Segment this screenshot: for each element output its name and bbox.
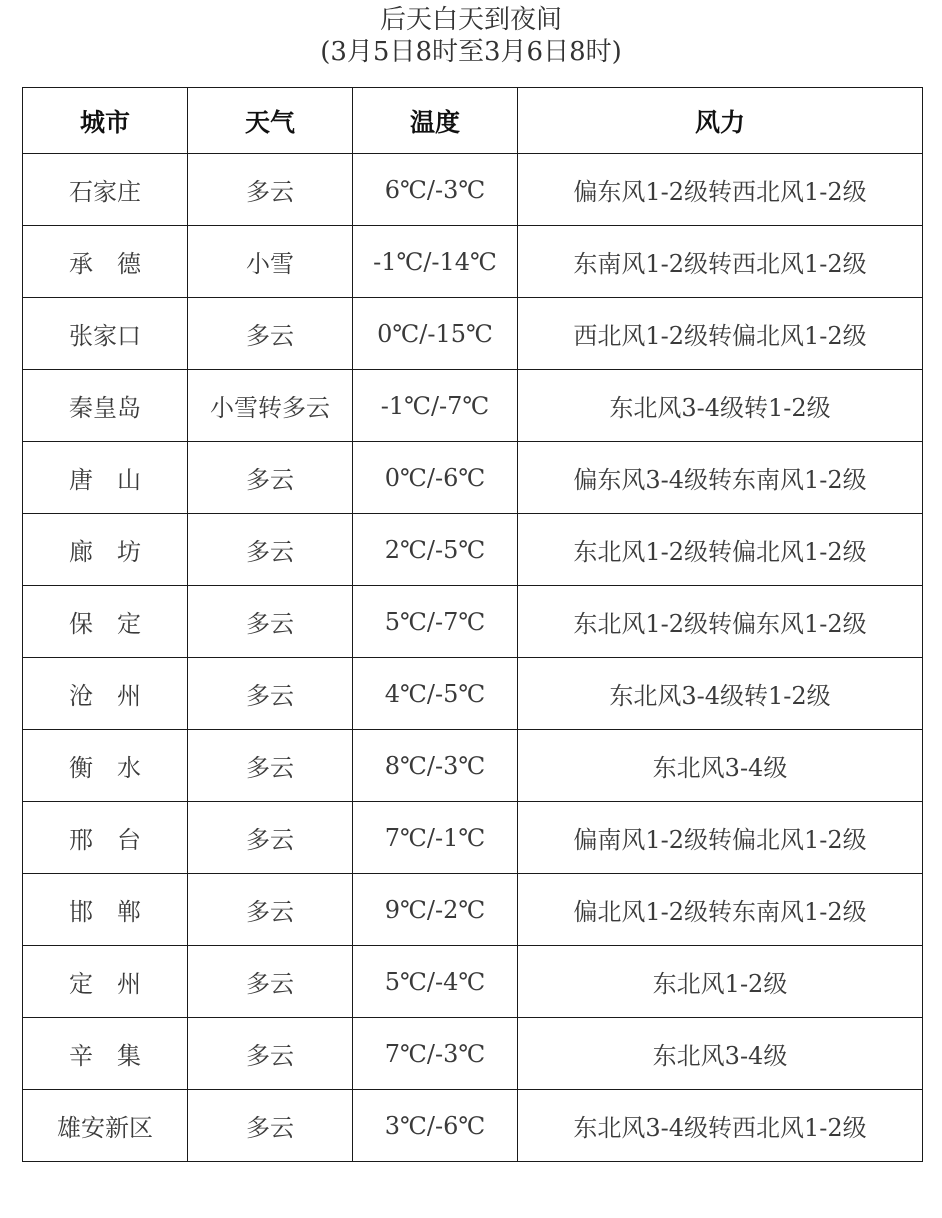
temperature-cell: 9℃/-2℃	[353, 874, 518, 946]
city-cell: 辛 集	[23, 1018, 188, 1090]
weather-cell: 多云	[188, 1090, 353, 1162]
temperature-cell: 7℃/-3℃	[353, 1018, 518, 1090]
weather-cell: 多云	[188, 154, 353, 226]
city-cell: 秦皇岛	[23, 370, 188, 442]
weather-cell: 小雪	[188, 226, 353, 298]
temperature-cell: 7℃/-1℃	[353, 802, 518, 874]
weather-cell: 多云	[188, 658, 353, 730]
table-row	[23, 514, 923, 586]
weather-cell: 多云	[188, 298, 353, 370]
table-row	[23, 226, 923, 298]
table-row	[23, 154, 923, 226]
city-cell: 承 德	[23, 226, 188, 298]
table-row	[23, 586, 923, 658]
wind-cell: 偏东风3-4级转东南风1-2级	[518, 442, 923, 514]
wind-cell: 东北风3-4级转1-2级	[518, 370, 923, 442]
wind-cell: 东北风3-4级转1-2级	[518, 658, 923, 730]
header-wind: 风力	[518, 88, 923, 154]
temperature-cell: -1℃/-7℃	[353, 370, 518, 442]
temperature-cell: 5℃/-7℃	[353, 586, 518, 658]
page-title	[0, 4, 942, 68]
header-city: 城市	[23, 88, 188, 154]
table-row	[23, 1090, 923, 1162]
table-row	[23, 946, 923, 1018]
table-header-row	[23, 88, 923, 154]
title-line-2: (3月5日8时至3月6日8时)	[320, 37, 622, 67]
temperature-cell: 0℃/-6℃	[353, 442, 518, 514]
title-line-1: 后天白天到夜间	[379, 5, 562, 35]
temperature-cell: 6℃/-3℃	[353, 154, 518, 226]
wind-cell: 东北风1-2级转偏北风1-2级	[518, 514, 923, 586]
weather-cell: 多云	[188, 442, 353, 514]
weather-cell: 多云	[188, 874, 353, 946]
wind-cell: 东北风1-2级转偏东风1-2级	[518, 586, 923, 658]
weather-cell: 小雪转多云	[188, 370, 353, 442]
temperature-cell: 4℃/-5℃	[353, 658, 518, 730]
city-cell: 邯 郸	[23, 874, 188, 946]
table-row	[23, 658, 923, 730]
temperature-cell: 8℃/-3℃	[353, 730, 518, 802]
header-temperature: 温度	[353, 88, 518, 154]
wind-cell: 东南风1-2级转西北风1-2级	[518, 226, 923, 298]
wind-cell: 东北风3-4级	[518, 730, 923, 802]
table-row	[23, 442, 923, 514]
wind-cell: 偏东风1-2级转西北风1-2级	[518, 154, 923, 226]
city-cell: 保 定	[23, 586, 188, 658]
table-row	[23, 370, 923, 442]
city-cell: 张家口	[23, 298, 188, 370]
table-row	[23, 730, 923, 802]
temperature-cell: 2℃/-5℃	[353, 514, 518, 586]
wind-cell: 偏北风1-2级转东南风1-2级	[518, 874, 923, 946]
city-cell: 廊 坊	[23, 514, 188, 586]
city-cell: 定 州	[23, 946, 188, 1018]
wind-cell: 东北风1-2级	[518, 946, 923, 1018]
temperature-cell: 5℃/-4℃	[353, 946, 518, 1018]
wind-cell: 东北风3-4级	[518, 1018, 923, 1090]
temperature-cell: 3℃/-6℃	[353, 1090, 518, 1162]
temperature-cell: 0℃/-15℃	[353, 298, 518, 370]
weather-cell: 多云	[188, 586, 353, 658]
table-row	[23, 298, 923, 370]
table-row	[23, 1018, 923, 1090]
city-cell: 雄安新区	[23, 1090, 188, 1162]
wind-cell: 偏南风1-2级转偏北风1-2级	[518, 802, 923, 874]
city-cell: 邢 台	[23, 802, 188, 874]
city-cell: 沧 州	[23, 658, 188, 730]
table-body	[23, 154, 923, 1162]
city-cell: 唐 山	[23, 442, 188, 514]
header-weather: 天气	[188, 88, 353, 154]
temperature-cell: -1℃/-14℃	[353, 226, 518, 298]
wind-cell: 东北风3-4级转西北风1-2级	[518, 1090, 923, 1162]
weather-cell: 多云	[188, 1018, 353, 1090]
wind-cell: 西北风1-2级转偏北风1-2级	[518, 298, 923, 370]
table-row	[23, 802, 923, 874]
city-cell: 石家庄	[23, 154, 188, 226]
weather-cell: 多云	[188, 514, 353, 586]
weather-cell: 多云	[188, 730, 353, 802]
weather-cell: 多云	[188, 802, 353, 874]
table-row	[23, 874, 923, 946]
weather-cell: 多云	[188, 946, 353, 1018]
city-cell: 衡 水	[23, 730, 188, 802]
weather-forecast-table	[22, 87, 923, 1162]
